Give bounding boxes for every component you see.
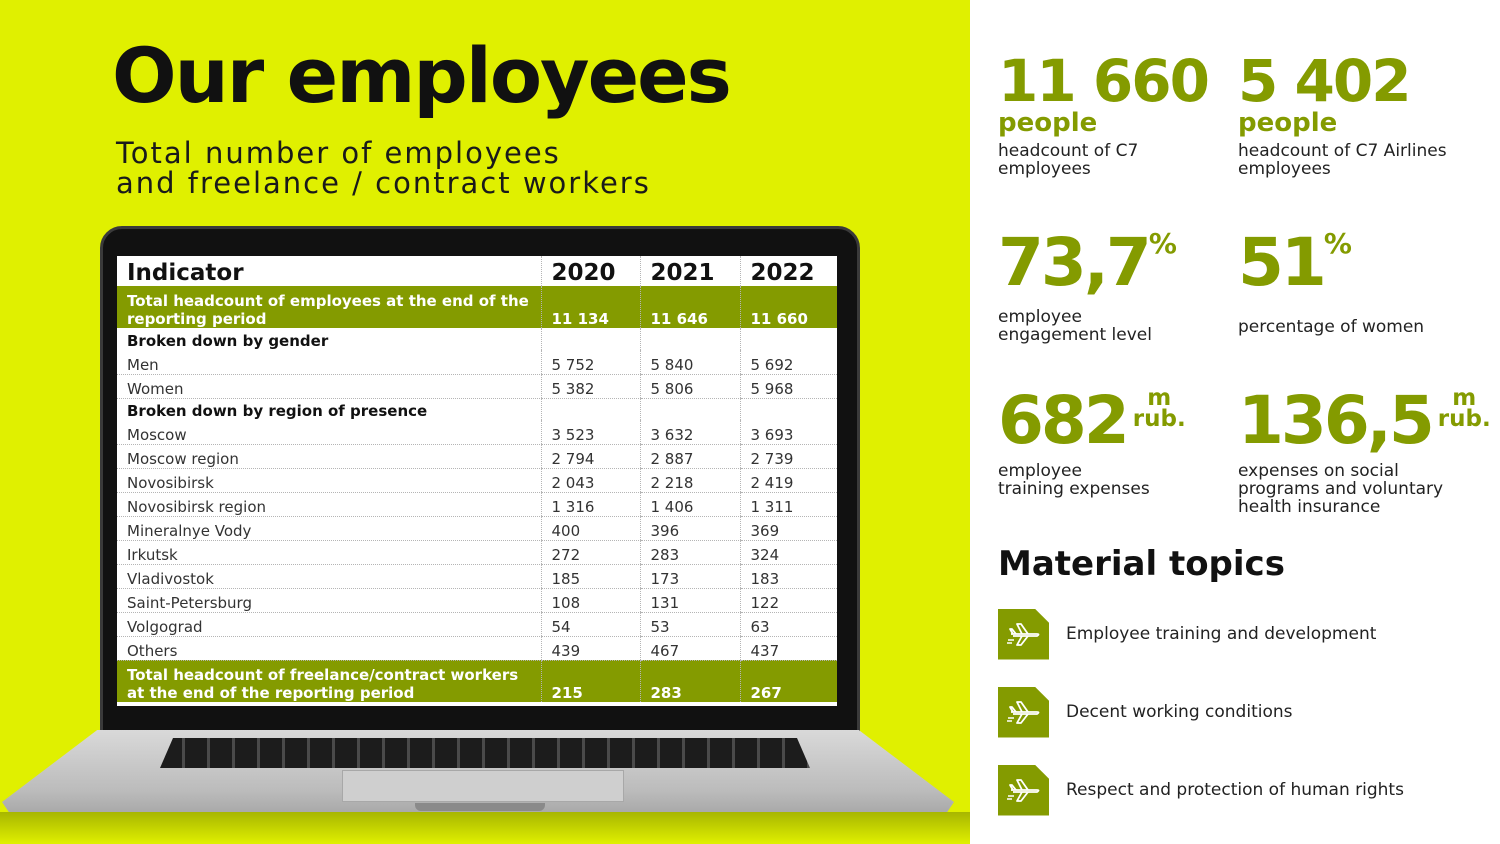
table-cell: 400 xyxy=(541,516,640,540)
stat-description-line: health insurance xyxy=(1238,497,1381,517)
table-cell: 1 316 xyxy=(541,492,640,516)
stat-headcount-airlines xyxy=(1238,47,1447,179)
table-cell: 53 xyxy=(640,612,740,636)
table-cell: 3 632 xyxy=(640,420,740,444)
percent-sign: % xyxy=(1148,227,1177,260)
gender-heading: Broken down by gender xyxy=(127,332,329,350)
material-topic-item xyxy=(998,686,1478,738)
table-cell: 2 043 xyxy=(541,468,640,492)
stat-description-line: employees xyxy=(998,159,1091,179)
stat-description-line: headcount of C7 xyxy=(998,141,1139,161)
column-header-2022: 2022 xyxy=(740,256,837,286)
material-topic-label: Respect and protection of human rights xyxy=(1066,780,1404,800)
stat-description xyxy=(1238,318,1424,336)
table-row xyxy=(117,516,837,540)
table-row xyxy=(117,374,837,398)
table-cell: 5 752 xyxy=(541,350,640,374)
table-cell: 11 134 xyxy=(541,286,640,328)
stat-description-line: employee xyxy=(998,307,1082,327)
stat-value-wrap xyxy=(1238,224,1424,301)
stat-value: 51 xyxy=(1238,224,1324,301)
row-label: Volgograd xyxy=(117,612,541,636)
stat-unit-line: rub. xyxy=(1132,406,1186,432)
material-topic-item xyxy=(998,764,1478,816)
row-label: Novosibirsk xyxy=(117,468,541,492)
row-label: Saint-Petersburg xyxy=(117,588,541,612)
table-cell: 272 xyxy=(541,540,640,564)
employees-table xyxy=(117,256,837,702)
table-row xyxy=(117,588,837,612)
region-heading-row xyxy=(117,398,837,420)
total-employees-label-line-1: Total headcount of employees at the end of the xyxy=(127,292,529,310)
stat-description xyxy=(998,462,1186,498)
table-row xyxy=(117,420,837,444)
total-freelance-row xyxy=(117,660,837,702)
row-label: Women xyxy=(117,374,541,398)
table-cell: 183 xyxy=(740,564,837,588)
stat-training xyxy=(998,382,1186,499)
table-row xyxy=(117,636,837,660)
stat-description-line: engagement level xyxy=(998,325,1152,345)
table-cell: 11 660 xyxy=(740,286,837,328)
page-subtitle xyxy=(116,138,651,198)
table-cell: 63 xyxy=(740,612,837,636)
table-row xyxy=(117,540,837,564)
table-cell: 437 xyxy=(740,636,837,660)
column-header-2021: 2021 xyxy=(640,256,740,286)
total-freelance-label-line-1: Total headcount of freelance/contract workers xyxy=(127,666,519,684)
table-row xyxy=(117,468,837,492)
table-cell: 173 xyxy=(640,564,740,588)
table-cell: 5 692 xyxy=(740,350,837,374)
table-row xyxy=(117,444,837,468)
stat-unit: people xyxy=(998,108,1098,138)
table-header-row xyxy=(117,256,837,286)
column-header-2020: 2020 xyxy=(541,256,640,286)
table-row xyxy=(117,612,837,636)
stat-social xyxy=(1238,382,1491,517)
table-cell: 396 xyxy=(640,516,740,540)
percent-sign: % xyxy=(1323,227,1352,260)
stat-value: 682 xyxy=(998,382,1127,459)
subtitle-line-2: and freelance / contract workers xyxy=(116,166,651,200)
airplane-icon xyxy=(998,609,1049,660)
table-cell: 3 523 xyxy=(541,420,640,444)
stat-unit xyxy=(1132,385,1186,432)
material-topic-label: Decent working conditions xyxy=(1066,702,1293,722)
row-label: Novosibirsk region xyxy=(117,492,541,516)
stat-description xyxy=(1238,142,1447,178)
stat-unit-line: m xyxy=(1147,385,1172,411)
table-cell: 439 xyxy=(541,636,640,660)
table-cell: 2 794 xyxy=(541,444,640,468)
column-header-indicator: Indicator xyxy=(127,260,244,286)
table-cell: 5 968 xyxy=(740,374,837,398)
table-cell: 11 646 xyxy=(640,286,740,328)
stat-description xyxy=(998,308,1177,344)
stat-description-line: training expenses xyxy=(998,479,1150,499)
table-row xyxy=(117,492,837,516)
table-cell: 2 218 xyxy=(640,468,740,492)
row-label: Others xyxy=(117,636,541,660)
table-cell: 3 693 xyxy=(740,420,837,444)
stat-women xyxy=(1238,224,1425,337)
material-topic-item xyxy=(998,608,1478,660)
stat-description-line: employee xyxy=(998,461,1082,481)
table-cell: 5 382 xyxy=(541,374,640,398)
stat-engagement xyxy=(998,224,1177,345)
table-cell: 54 xyxy=(541,612,640,636)
airplane-icon xyxy=(998,687,1049,738)
table-cell: 283 xyxy=(640,660,740,702)
row-label: Moscow region xyxy=(117,444,541,468)
stat-description-line: employees xyxy=(1238,159,1331,179)
table-cell: 1 406 xyxy=(640,492,740,516)
total-employees-label-line-2: reporting period xyxy=(127,310,267,328)
laptop-keyboard xyxy=(160,738,810,768)
table-cell: 369 xyxy=(740,516,837,540)
table-cell: 122 xyxy=(740,588,837,612)
table-row xyxy=(117,350,837,374)
table-cell: 5 806 xyxy=(640,374,740,398)
stat-description-line: expenses on social xyxy=(1238,461,1399,481)
row-label: Vladivostok xyxy=(117,564,541,588)
stat-unit xyxy=(1437,385,1491,432)
table-cell: 283 xyxy=(640,540,740,564)
row-label: Mineralnye Vody xyxy=(117,516,541,540)
table-cell: 108 xyxy=(541,588,640,612)
material-topic-label: Employee training and development xyxy=(1066,624,1377,644)
total-freelance-label-line-2: at the end of the reporting period xyxy=(127,684,415,702)
stat-description xyxy=(998,142,1208,178)
table-cell: 5 840 xyxy=(640,350,740,374)
stat-description-line: percentage of women xyxy=(1238,317,1425,337)
stat-value-wrap xyxy=(998,224,1177,301)
laptop-touchpad xyxy=(342,770,624,802)
stat-value: 5 402 xyxy=(1238,47,1410,115)
table-cell: 2 887 xyxy=(640,444,740,468)
laptop-screen xyxy=(117,256,837,706)
row-label: Moscow xyxy=(117,420,541,444)
total-employees-row xyxy=(117,286,837,328)
table-cell: 467 xyxy=(640,636,740,660)
stat-description-line: headcount of C7 Airlines xyxy=(1238,141,1447,161)
table-cell: 1 311 xyxy=(740,492,837,516)
total-employees-label xyxy=(117,286,541,328)
total-freelance-label xyxy=(117,660,541,702)
stat-value: 73,7 xyxy=(998,224,1149,301)
stat-unit-line: rub. xyxy=(1437,406,1491,432)
table-cell: 215 xyxy=(541,660,640,702)
laptop-notch xyxy=(415,803,545,811)
region-heading: Broken down by region of presence xyxy=(127,402,428,420)
table-cell: 267 xyxy=(740,660,837,702)
stat-value: 136,5 xyxy=(1238,382,1432,459)
airplane-icon xyxy=(998,765,1049,816)
table-cell: 2 419 xyxy=(740,468,837,492)
row-label: Men xyxy=(117,350,541,374)
stat-value-wrap xyxy=(998,382,1186,459)
stat-value-wrap xyxy=(1238,382,1491,459)
laptop-shadow xyxy=(0,812,970,844)
table-cell: 324 xyxy=(740,540,837,564)
table-cell: 2 739 xyxy=(740,444,837,468)
page-title: Our employees xyxy=(112,31,730,120)
table-cell: 131 xyxy=(640,588,740,612)
stat-description xyxy=(1238,462,1491,516)
material-topics-title: Material topics xyxy=(998,544,1285,584)
stat-value: 11 660 xyxy=(998,47,1208,115)
row-label: Irkutsk xyxy=(117,540,541,564)
stat-unit: people xyxy=(1238,108,1338,138)
stat-description-line: programs and voluntary xyxy=(1238,479,1444,499)
subtitle-line-1: Total number of employees xyxy=(116,136,561,170)
stat-headcount-c7 xyxy=(998,47,1208,179)
table-cell: 185 xyxy=(541,564,640,588)
stat-unit-line: m xyxy=(1452,385,1477,411)
table-row xyxy=(117,564,837,588)
gender-heading-row xyxy=(117,328,837,350)
